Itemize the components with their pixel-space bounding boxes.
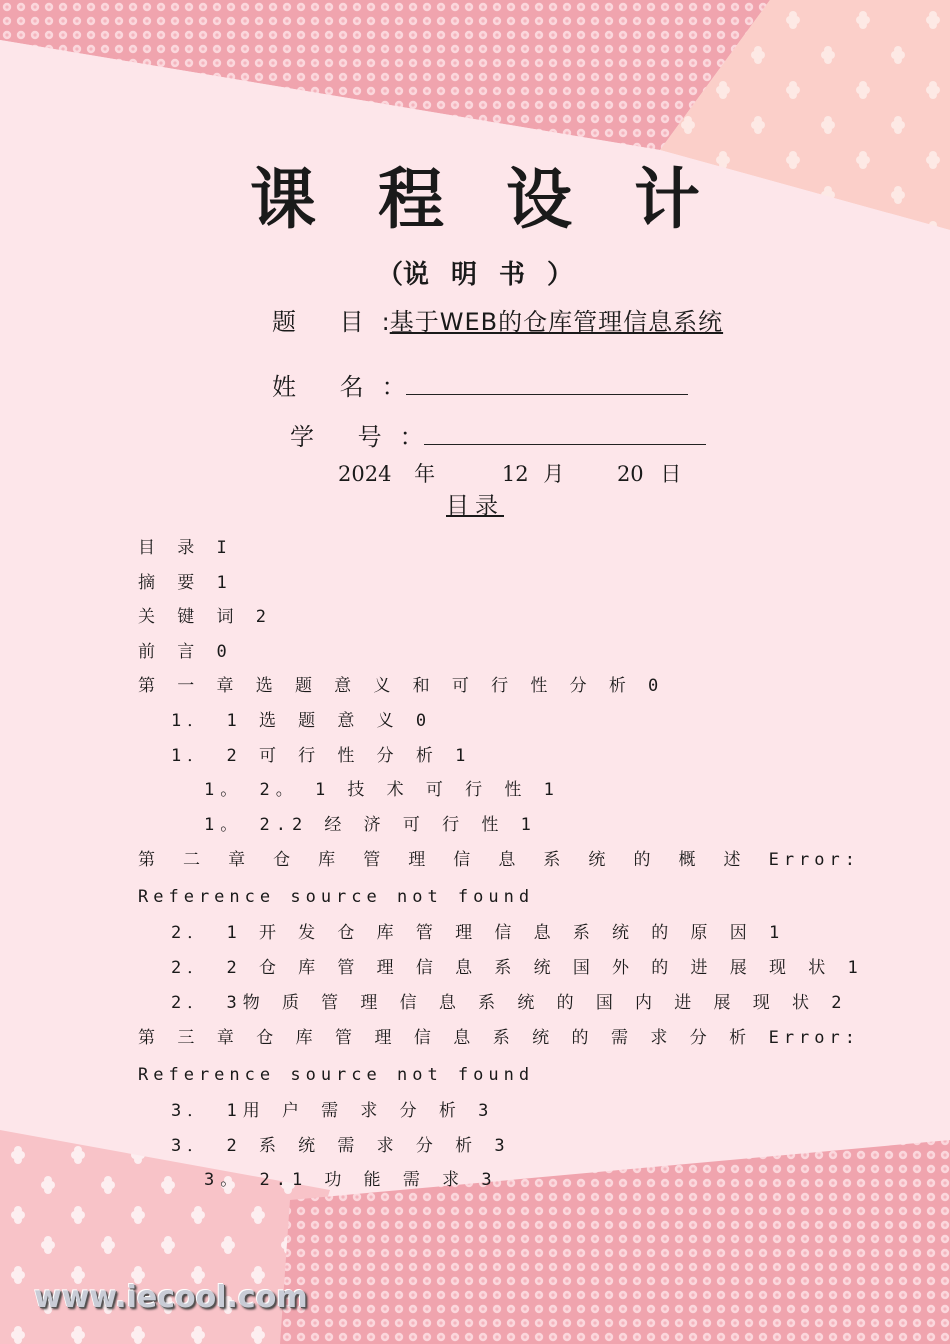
toc-entry[interactable]: 2． 1 开 发 仓 库 管 理 信 息 系 统 的 原 因 1 bbox=[171, 923, 786, 944]
student-id-field bbox=[290, 420, 706, 454]
student-id-colon: ： bbox=[399, 423, 424, 451]
toc-entry[interactable]: 1． 2 可 行 性 分 析 1 bbox=[171, 745, 472, 766]
topic-value: 基于WEB的仓库管理信息系统 bbox=[389, 308, 724, 336]
toc-entry[interactable]: 第 一 章 选 题 意 义 和 可 行 性 分 析 0 bbox=[138, 676, 665, 697]
student-id-blank-line bbox=[424, 422, 706, 445]
cover-title: 课程设计 bbox=[250, 161, 762, 238]
toc-entry[interactable]: 关 键 词 2 bbox=[138, 607, 272, 628]
toc-entry[interactable]: 3。 2.1 功 能 需 求 3 bbox=[204, 1170, 498, 1191]
topic-label: 题 目 bbox=[272, 308, 382, 336]
name-field bbox=[272, 370, 688, 404]
date-line bbox=[338, 460, 681, 488]
site-watermark: www.iecool.com bbox=[34, 1280, 308, 1315]
name-colon: ： bbox=[381, 373, 406, 401]
date-month: 12 bbox=[501, 462, 529, 486]
toc-entry[interactable]: 第 三 章 仓 库 管 理 信 息 系 统 的 需 求 分 析 Error: Reference source not found bbox=[138, 1028, 860, 1086]
date-year: 2024 bbox=[338, 462, 392, 486]
toc-entry[interactable]: 第 二 章 仓 库 管 理 信 息 系 统 的 概 述 Error: Reference source not found bbox=[138, 850, 860, 908]
date-year-unit: 年 bbox=[414, 462, 436, 486]
name-label: 姓 名 bbox=[272, 373, 382, 401]
toc-entry[interactable]: 1． 1 选 题 意 义 0 bbox=[171, 710, 433, 731]
toc-entry[interactable]: 摘 要 1 bbox=[138, 572, 233, 593]
table-of-contents bbox=[138, 531, 864, 1198]
toc-entry[interactable]: 前 言 0 bbox=[138, 641, 233, 662]
topic-field bbox=[272, 305, 723, 339]
topic-colon: : bbox=[381, 308, 390, 336]
toc-entry[interactable]: 1。 2。 1 技 术 可 行 性 1 bbox=[204, 780, 560, 801]
subtitle-text: 说明书 bbox=[402, 260, 547, 290]
date-month-unit: 月 bbox=[543, 462, 565, 486]
date-day-unit: 日 bbox=[660, 462, 682, 486]
student-id-label: 学 号 bbox=[290, 423, 400, 451]
toc-entry[interactable]: 1。 2.2 经 济 可 行 性 1 bbox=[204, 814, 537, 835]
toc-title bbox=[0, 487, 950, 520]
cover-subtitle bbox=[0, 254, 950, 291]
toc-entry[interactable]: 3． 2 系 统 需 求 分 析 3 bbox=[171, 1135, 511, 1156]
toc-entry[interactable]: 目 录 I bbox=[138, 538, 233, 558]
name-blank-line bbox=[406, 372, 688, 395]
toc-entry[interactable]: 2． 3物 质 管 理 信 息 系 统 的 国 内 进 展 现 状 2 bbox=[171, 992, 848, 1013]
date-day: 20 bbox=[616, 462, 644, 486]
toc-title-text: 目录 bbox=[446, 493, 504, 519]
subtitle-close-paren: ） bbox=[547, 260, 574, 290]
toc-entry[interactable]: 2． 2 仓 库 管 理 信 息 系 统 国 外 的 进 展 现 状 1 bbox=[171, 957, 864, 978]
subtitle-open-paren: （ bbox=[376, 260, 403, 290]
toc-entry[interactable]: 3． 1用 户 需 求 分 析 3 bbox=[171, 1101, 495, 1122]
